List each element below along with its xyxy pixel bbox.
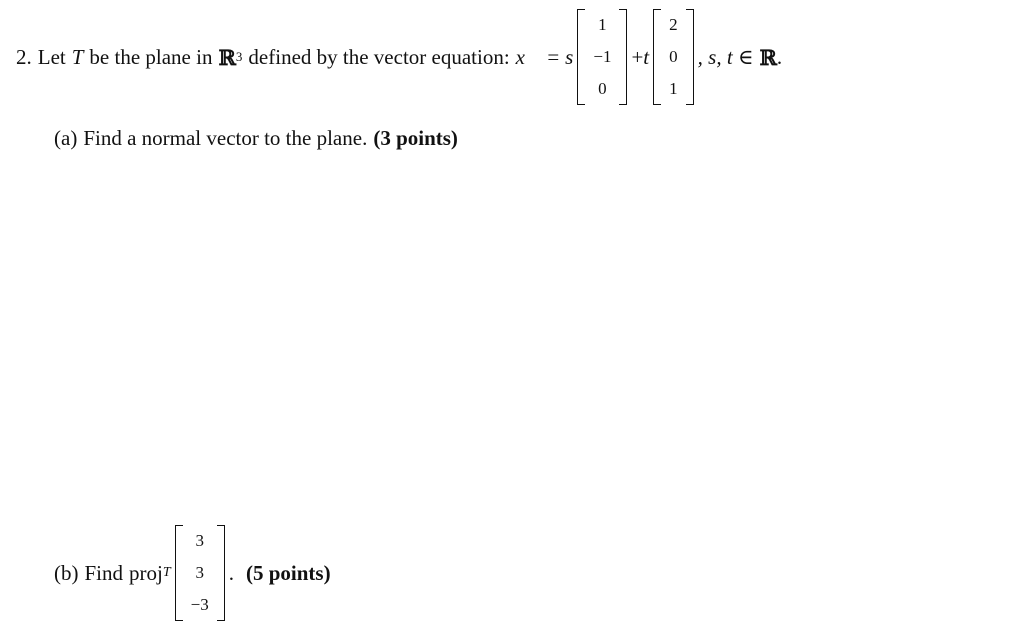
vector-x: x⃗ xyxy=(515,44,542,69)
vector1-entry: −1 xyxy=(593,47,612,66)
equals-sign: = xyxy=(547,44,560,69)
vector1-entry: 1 xyxy=(598,15,607,34)
problem-number: 2. xyxy=(16,44,32,69)
projected-vector xyxy=(175,525,225,621)
direction-vector-2 xyxy=(653,9,694,105)
parameter-domain: , s, t ∈ xyxy=(697,44,754,69)
part-b: (b) Find proj T 3 3 −3 . (5 points) xyxy=(54,522,331,624)
vector2-entry: 2 xyxy=(669,15,678,34)
part-a-text: Find a normal vector to the plane. xyxy=(83,125,368,150)
param-t: t xyxy=(643,44,650,69)
vector2-entry: 0 xyxy=(669,47,678,66)
direction-vector-1 xyxy=(577,9,627,105)
vector2-entry: 1 xyxy=(669,79,678,98)
proj-operator: proj xyxy=(129,560,163,585)
var-t: T xyxy=(71,44,84,69)
part-b-points: (5 points) xyxy=(245,560,331,585)
param-s: s xyxy=(565,44,574,69)
tail-real-space: ℝ xyxy=(759,44,777,70)
intro-mid: be the plane in xyxy=(89,44,213,69)
intro-pre: Let xyxy=(37,44,66,69)
plus-sign: + xyxy=(631,44,644,69)
tail-period: . xyxy=(776,44,783,69)
projected-vector-entry: −3 xyxy=(190,595,209,614)
projected-vector-entry: 3 xyxy=(195,563,204,582)
intro-post: defined by the vector equation: xyxy=(248,44,510,69)
projected-vector-entry: 3 xyxy=(195,531,204,550)
part-b-period: . xyxy=(228,560,234,585)
part-a xyxy=(54,124,458,152)
part-b-label: (b) xyxy=(54,560,79,585)
vector1-entry: 0 xyxy=(598,79,607,98)
problem-statement: 2. Let T be the plane in ℝ 3 defined by the vector equation: x⃗ = s 1 −1 0 + t 2 0 1 , s, t ∈ ℝ . xyxy=(16,6,782,108)
part-a-label: (a) xyxy=(54,125,78,150)
real-space: ℝ xyxy=(218,44,236,70)
part-a-points: (3 points) xyxy=(373,125,458,150)
part-b-text: Find xyxy=(84,560,124,585)
